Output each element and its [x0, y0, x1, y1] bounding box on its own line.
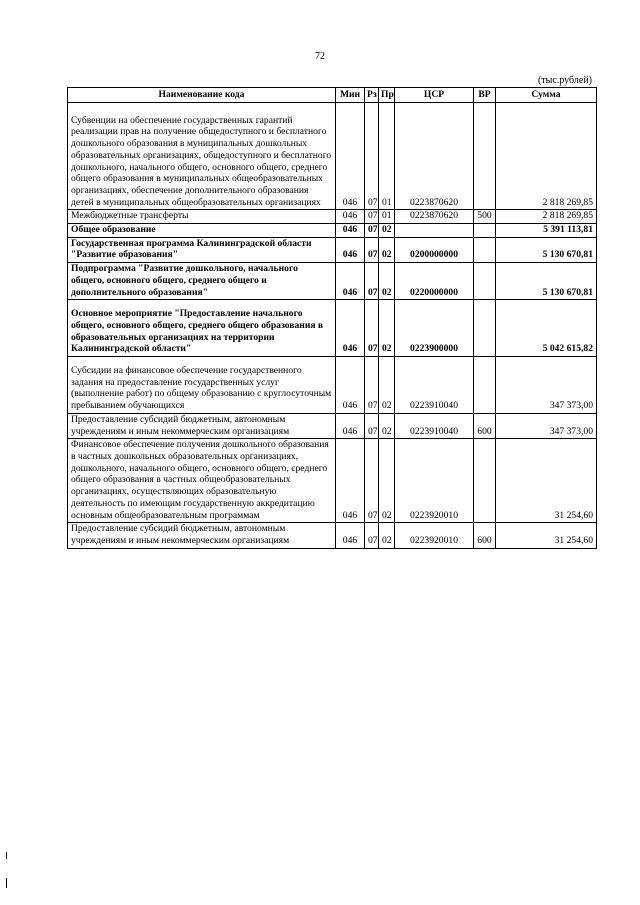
header-rz: Рз [365, 88, 379, 103]
row-sum: 347 373,00 [496, 357, 597, 414]
row-vr [474, 357, 496, 414]
table-row [68, 102, 597, 210]
row-pr: 01 [379, 102, 395, 210]
row-min: 046 [336, 439, 365, 523]
row-min: 046 [336, 523, 365, 548]
row-csr: 0223870620 [395, 102, 474, 210]
row-sum: 5 391 113,81 [496, 224, 597, 238]
row-vr: 500 [474, 210, 496, 224]
table-row [68, 413, 597, 438]
row-csr: 0223910040 [395, 413, 474, 438]
row-sum: 31 254,60 [496, 439, 597, 523]
row-sum: 5 130 670,81 [496, 237, 597, 262]
row-csr: 0223900000 [395, 300, 474, 357]
row-csr: 0220000000 [395, 263, 474, 300]
table-row [68, 357, 597, 414]
row-name: Субвенции на обеспечение государственных гарантий реализации прав на получение общедоступного и бесплатного дошкольного образования в муниципальных дошкольных образовательных организациях, общедоступного и бесплатного дошкольного, начального общего, основного общего, среднего общего образования в муниципальных общеобразовательных организациях, обеспечение дополнительного образования детей в муниципальных общеобразовательных организациях [68, 102, 336, 210]
row-vr [474, 237, 496, 262]
row-min: 046 [336, 237, 365, 262]
header-min: Мин [336, 88, 365, 103]
header-name: Наименование кода [68, 88, 336, 103]
row-sum: 2 818 269,85 [496, 210, 597, 224]
row-pr: 01 [379, 210, 395, 224]
row-sum: 5 130 670,81 [496, 263, 597, 300]
row-rz: 07 [365, 357, 379, 414]
row-name: Субсидии на финансовое обеспечение государственного задания на предоставление государственных услуг (выполнение работ) по общему образованию с круглосуточным пребыванием обучающихся [68, 357, 336, 414]
margin-mark [6, 852, 7, 859]
row-csr: 0223920010 [395, 439, 474, 523]
row-name: Основное мероприятие "Предоставление начального общего, основного общего, среднего общего образования в образовательных организациях на территории Калининградской области" [68, 300, 336, 357]
table-row [68, 263, 597, 300]
row-rz: 07 [365, 523, 379, 548]
row-rz: 07 [365, 237, 379, 262]
row-vr: 600 [474, 413, 496, 438]
row-pr: 02 [379, 224, 395, 238]
row-pr: 02 [379, 300, 395, 357]
row-name: Межбюджетные трансферты [68, 210, 336, 224]
row-min: 046 [336, 102, 365, 210]
row-rz: 07 [365, 413, 379, 438]
row-vr [474, 102, 496, 210]
row-min: 046 [336, 224, 365, 238]
row-min: 046 [336, 263, 365, 300]
row-rz: 07 [365, 102, 379, 210]
table-body [68, 102, 597, 548]
units-label: (тыс.рублей) [537, 75, 592, 86]
row-min: 046 [336, 300, 365, 357]
row-name: Подпрограмма "Развитие дошкольного, начального общего, основного общего, среднего общего и дополнительного образования" [68, 263, 336, 300]
row-sum: 5 042 615,82 [496, 300, 597, 357]
table-header-row [68, 88, 597, 103]
row-sum: 31 254,60 [496, 523, 597, 548]
row-vr [474, 300, 496, 357]
row-vr [474, 224, 496, 238]
row-sum: 2 818 269,85 [496, 102, 597, 210]
row-csr: 0223920010 [395, 523, 474, 548]
row-vr [474, 263, 496, 300]
table-row [68, 300, 597, 357]
row-name: Государственная программа Калининградской области "Развитие образования" [68, 237, 336, 262]
row-rz: 07 [365, 210, 379, 224]
row-rz: 07 [365, 224, 379, 238]
table-row [68, 210, 597, 224]
table-row [68, 439, 597, 523]
margin-mark [6, 878, 7, 888]
row-pr: 02 [379, 523, 395, 548]
table-row [68, 237, 597, 262]
row-vr [474, 439, 496, 523]
row-vr: 600 [474, 523, 496, 548]
row-name: Финансовое обеспечение получения дошкольного образования в частных дошкольных образовательных организациях, дошкольного, начального общего, основного общего, среднего общего образования в частных общеобразовательных организациях, осуществляющих образовательную деятельность по имеющим государственную аккредитацию основным общеобразовательным программам [68, 439, 336, 523]
table-row [68, 224, 597, 238]
budget-table [67, 87, 597, 549]
row-name: Общее образование [68, 224, 336, 238]
row-name: Предоставление субсидий бюджетным, автономным учреждениям и иным некоммерческим организациям [68, 523, 336, 548]
row-rz: 07 [365, 439, 379, 523]
row-min: 046 [336, 357, 365, 414]
row-pr: 02 [379, 439, 395, 523]
row-pr: 02 [379, 357, 395, 414]
row-csr: 0223870620 [395, 210, 474, 224]
header-sum: Сумма [496, 88, 597, 103]
header-csr: ЦСР [395, 88, 474, 103]
header-pr: Пр [379, 88, 395, 103]
table-row [68, 523, 597, 548]
header-vr: ВР [474, 88, 496, 103]
row-pr: 02 [379, 237, 395, 262]
row-pr: 02 [379, 263, 395, 300]
row-name: Предоставление субсидий бюджетным, автономным учреждениям и иным некоммерческим организациям [68, 413, 336, 438]
row-csr: 0200000000 [395, 237, 474, 262]
row-min: 046 [336, 413, 365, 438]
row-rz: 07 [365, 263, 379, 300]
row-min: 046 [336, 210, 365, 224]
row-rz: 07 [365, 300, 379, 357]
row-csr: 0223910040 [395, 357, 474, 414]
row-sum: 347 373,00 [496, 413, 597, 438]
row-csr [395, 224, 474, 238]
row-pr: 02 [379, 413, 395, 438]
page-number: 72 [315, 51, 325, 62]
